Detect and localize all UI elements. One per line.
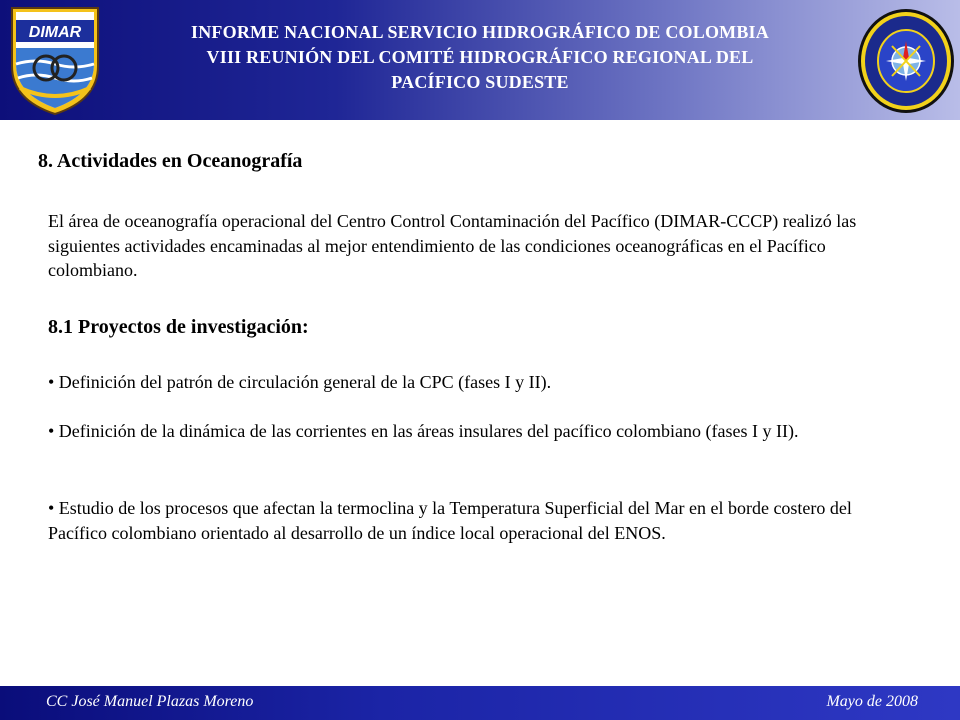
bullet-item: • Estudio de los procesos que afectan la termoclina y la Temperatura Superficial del Mar en el borde costero del Pacífico colombiano orientado al desarrollo de un índice local operacional del ENOS. — [48, 498, 852, 543]
subsection-heading: 8.1 Proyectos de investigación: — [48, 316, 309, 338]
intro-paragraph: El área de oceanografía operacional del Centro Control Contaminación del Pacífico (DIMAR-CCCP) realizó las siguientes actividades encaminadas al mejor entendimiento de las condiciones oceanográficas en el Pacífico colombiano. — [48, 211, 857, 280]
footer-date: Mayo de 2008 — [826, 693, 918, 710]
dimar-logo-text: DIMAR — [28, 24, 82, 41]
section-heading: 8. Actividades en Oceanografía — [38, 150, 303, 172]
bullet-item: • Definición de la dinámica de las corrientes en las áreas insulares del pacífico colombiano (fases I y II). — [48, 421, 799, 441]
header-banner — [0, 0, 960, 120]
header-title-line-3: PACÍFICO SUDESTE — [391, 72, 569, 92]
footer-bar — [0, 686, 960, 720]
bullet-item: • Definición del patrón de circulación general de la CPC (fases I y II). — [48, 372, 552, 392]
cccp-seal-logo — [856, 6, 956, 116]
dimar-logo — [6, 4, 104, 116]
footer-author: CC José Manuel Plazas Moreno — [46, 693, 254, 710]
header-title — [110, 20, 850, 95]
header-title-line-2: VIII REUNIÓN DEL COMITÉ HIDROGRÁFICO REGIONAL DEL — [206, 47, 754, 67]
header-title-line-1: INFORME NACIONAL SERVICIO HIDROGRÁFICO DE COLOMBIA — [191, 22, 769, 42]
